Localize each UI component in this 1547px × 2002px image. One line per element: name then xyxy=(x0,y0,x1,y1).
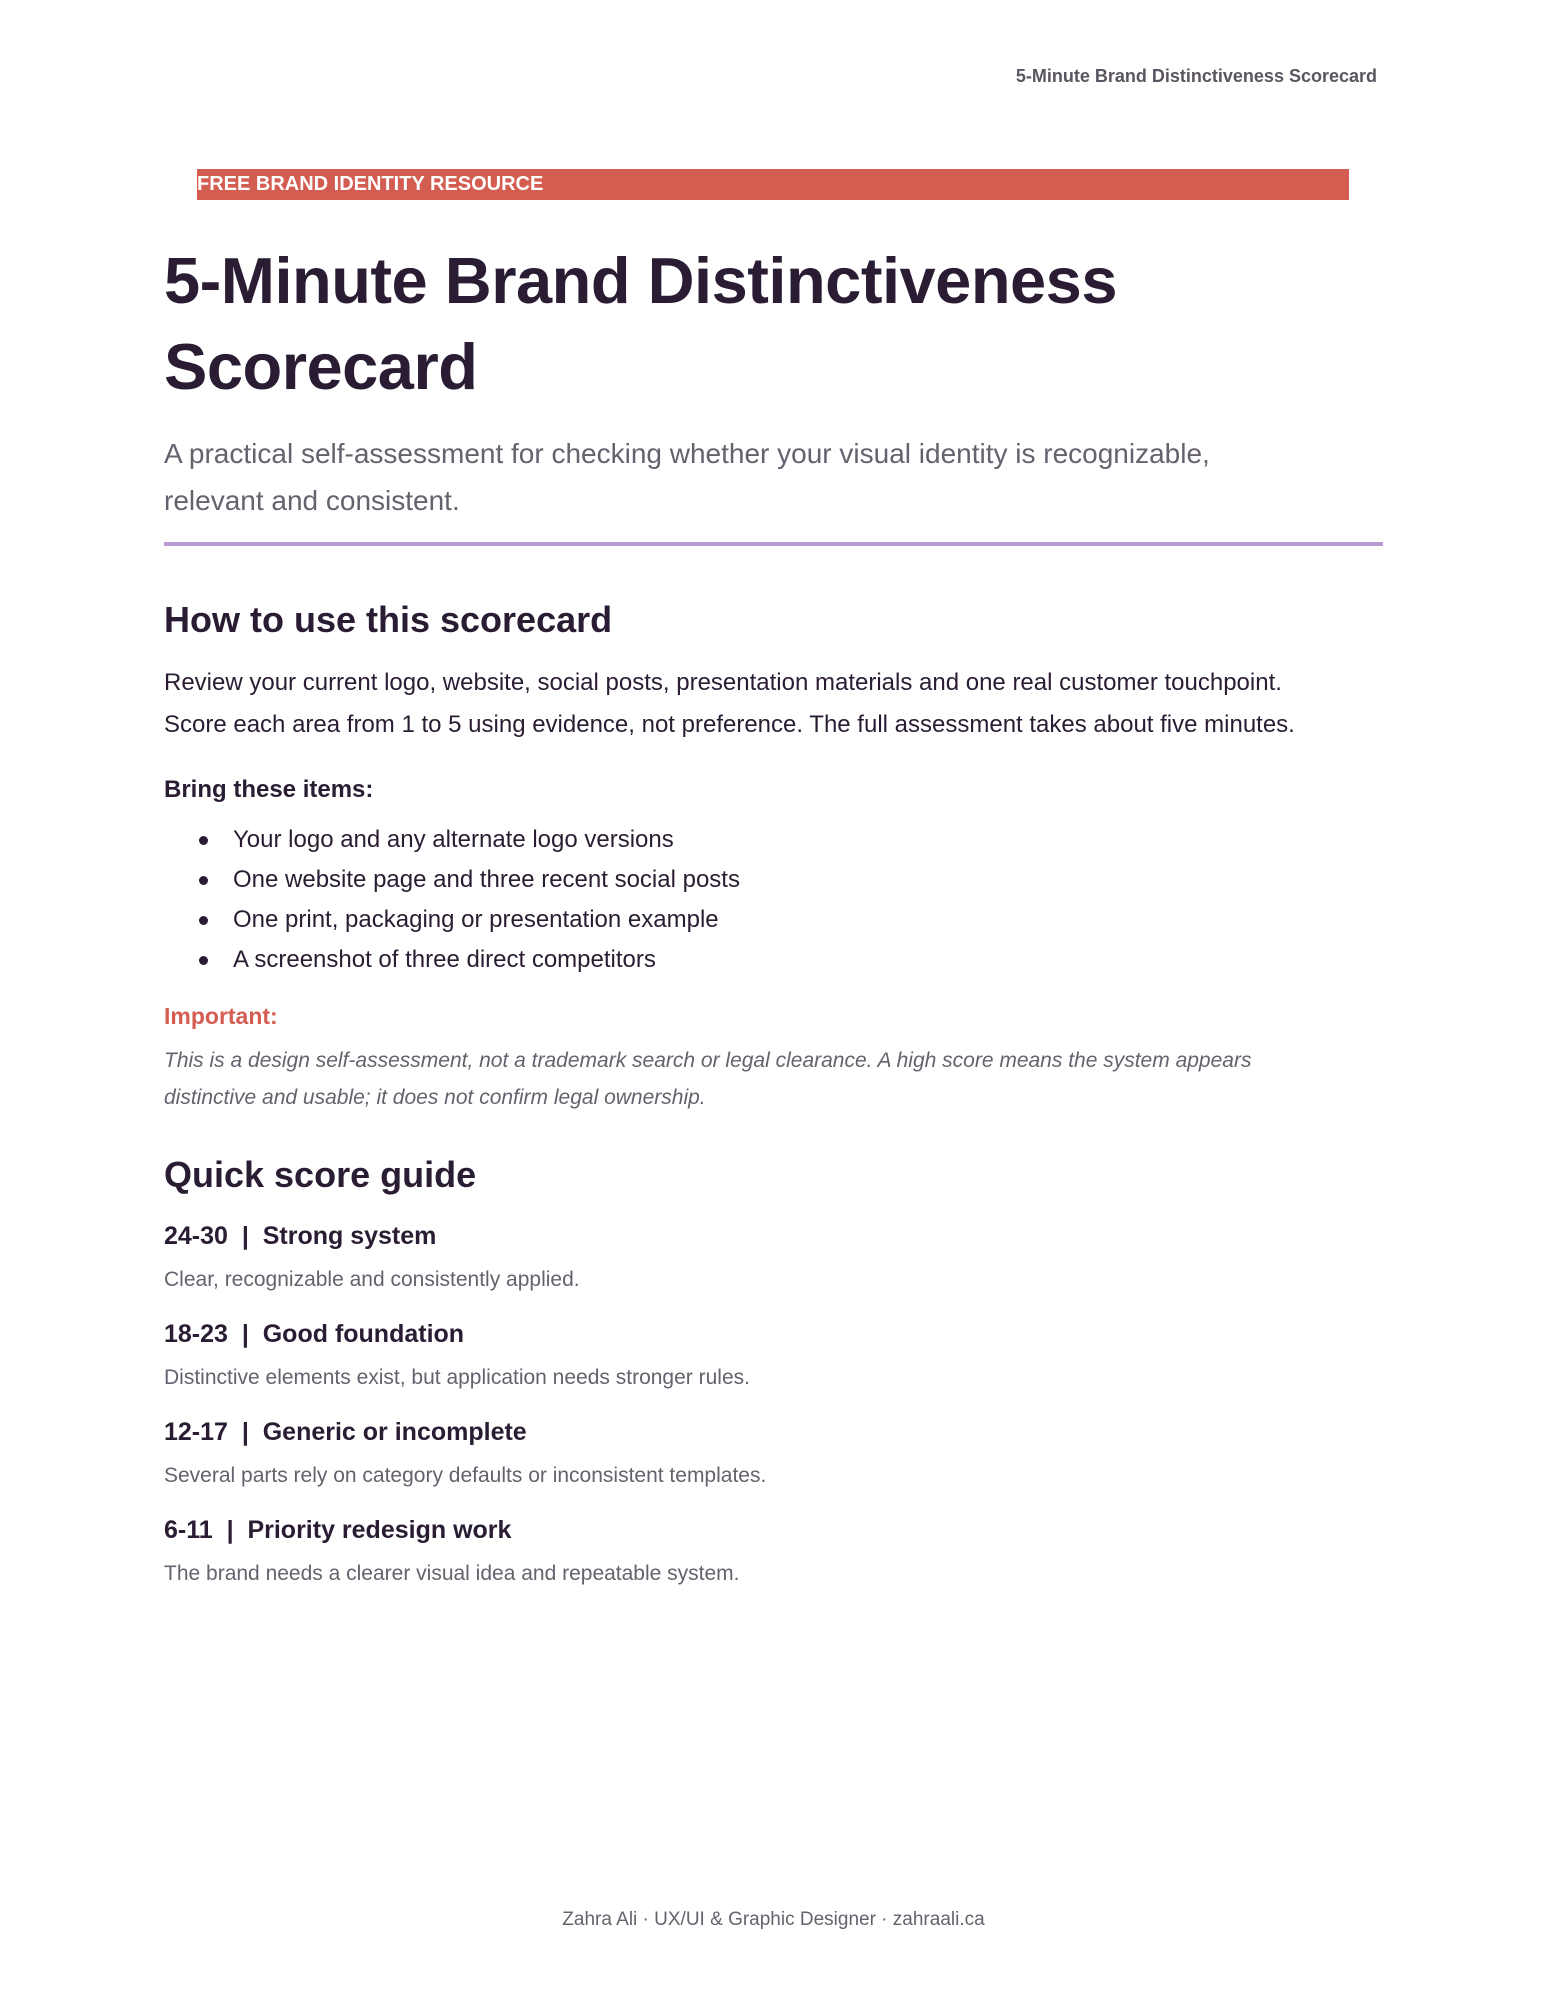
title-line-1: 5-Minute Brand Distinctiveness xyxy=(164,244,1117,317)
score-range: 6-11 xyxy=(164,1516,213,1544)
important-line-2: distinctive and usable; it does not confirm legal ownership. xyxy=(164,1086,706,1109)
bring-list xyxy=(164,820,1384,980)
score-row xyxy=(164,1510,1384,1590)
how-to-line-1: Review your current logo, website, social posts, presentation materials and one real customer touchpoint. xyxy=(164,669,1282,696)
list-item xyxy=(164,900,1384,940)
page-title xyxy=(164,238,1384,410)
bullet-icon xyxy=(199,836,208,845)
score-description: Clear, recognizable and consistently applied. xyxy=(164,1268,580,1291)
important-label: Important: xyxy=(164,1003,278,1029)
score-row xyxy=(164,1412,1384,1492)
score-row-heading: 24-30 | Strong system xyxy=(164,1222,437,1250)
score-row-heading: 18-23 | Good foundation xyxy=(164,1320,465,1348)
how-to-line-2: Score each area from 1 to 5 using evidence, not preference. The full assessment takes about five minutes. xyxy=(164,711,1295,738)
list-item xyxy=(164,820,1384,860)
score-description: The brand needs a clearer visual idea and repeatable system. xyxy=(164,1562,740,1585)
running-header: 5-Minute Brand Distinctiveness Scorecard xyxy=(1015,66,1377,86)
list-item-text: Your logo and any alternate logo versions xyxy=(233,826,674,853)
list-item-text: A screenshot of three direct competitors xyxy=(233,946,656,973)
score-label: Priority redesign work xyxy=(247,1516,512,1544)
subtitle-line-2: relevant and consistent. xyxy=(164,485,460,516)
important-line-1: This is a design self-assessment, not a trademark search or legal clearance. A high score means the system appears xyxy=(164,1049,1252,1072)
score-range: 12-17 xyxy=(164,1418,228,1446)
subtitle-line-1: A practical self-assessment for checking whether your visual identity is recognizable, xyxy=(164,438,1210,469)
important-note xyxy=(164,1042,1304,1116)
score-row xyxy=(164,1216,1384,1296)
score-row-heading: 6-11 | Priority redesign work xyxy=(164,1516,512,1544)
score-range: 24-30 xyxy=(164,1222,228,1250)
list-item-text: One website page and three recent social posts xyxy=(233,866,740,893)
bullet-icon xyxy=(199,876,208,885)
list-item-text: One print, packaging or presentation example xyxy=(233,906,719,933)
score-label: Good foundation xyxy=(262,1320,465,1348)
page-footer: Zahra Ali · UX/UI & Graphic Designer · zahraali.ca xyxy=(562,1909,985,1930)
bullet-icon xyxy=(199,916,208,925)
score-description: Several parts rely on category defaults or inconsistent templates. xyxy=(164,1464,767,1487)
score-label: Generic or incomplete xyxy=(262,1418,527,1446)
score-row-heading: 12-17 | Generic or incomplete xyxy=(164,1418,527,1446)
how-to-heading: How to use this scorecard xyxy=(164,599,613,640)
score-label: Strong system xyxy=(262,1222,437,1250)
how-to-paragraph xyxy=(164,662,1384,746)
bullet-icon xyxy=(199,956,208,965)
bring-label: Bring these items: xyxy=(164,776,374,803)
score-range: 18-23 xyxy=(164,1320,228,1348)
divider xyxy=(164,542,1383,546)
score-description: Distinctive elements exist, but application needs stronger rules. xyxy=(164,1366,750,1389)
score-row xyxy=(164,1314,1384,1394)
subtitle xyxy=(164,430,1384,524)
title-line-2: Scorecard xyxy=(164,330,478,403)
list-item xyxy=(164,940,1384,980)
list-item xyxy=(164,860,1384,900)
main-content xyxy=(164,238,1384,1590)
resource-badge: FREE BRAND IDENTITY RESOURCE xyxy=(197,169,1349,200)
score-guide-heading: Quick score guide xyxy=(164,1154,477,1195)
